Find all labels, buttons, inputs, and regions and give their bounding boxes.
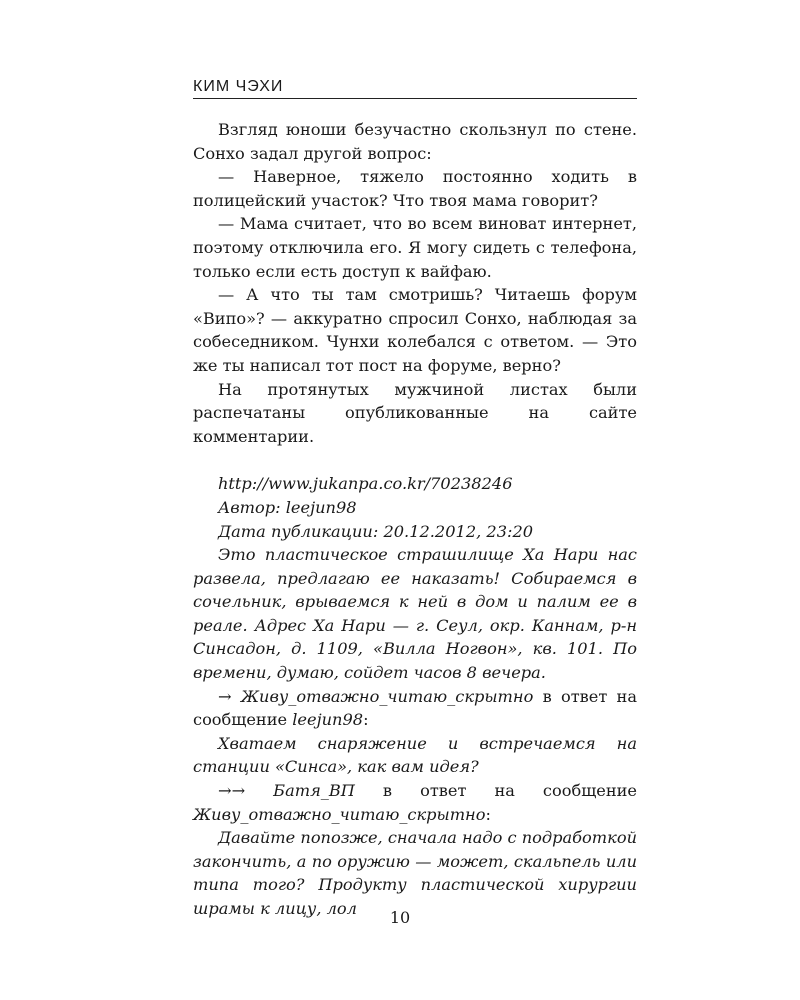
forum-url: http://www.jukanpa.co.kr/70238246 — [218, 474, 513, 494]
reply-1-colon: : — [363, 710, 369, 730]
running-header — [193, 78, 637, 99]
running-title: КИМ ЧЭХИ — [193, 78, 284, 95]
reply-1-header — [193, 685, 637, 732]
reply-1-mid: в ответ на сообщение — [193, 686, 637, 730]
paragraph-5: На протянутых мужчиной листах были распечатаны опубликованные на сайте комментарии. — [193, 379, 637, 446]
reply-1-target: leejun98 — [292, 710, 364, 730]
reply-2-user: Батя_ВП — [273, 781, 355, 801]
forum-date: Дата публикации: 20.12.2012, 23:20 — [218, 521, 534, 541]
paragraph-1: Взгляд юноши безучастно скользнул по стене. Сонхо задал другой вопрос: — [193, 120, 637, 163]
section-gap — [193, 448, 637, 472]
reply-double-arrow-icon: →→ — [218, 781, 246, 801]
reply-2-target: Живу_отважно_читаю_скрытно — [193, 804, 486, 824]
page-number: 10 — [389, 908, 411, 927]
reply-arrow-icon: → — [218, 686, 232, 706]
reply-1-user: Живу_отважно_читаю_скрытно — [240, 686, 534, 706]
forum-author: Автор: leejun98 — [218, 497, 357, 517]
paragraph-4: — А что ты там смотришь? Читаешь форум «Випо»? — аккуратно спросил Сонхо, наблюдая за собеседником. Чунхи колебался с ответом. — Это же ты написал тот пост на форуме, верно? — [193, 285, 637, 375]
forum-post: Это пластическое страшилище Ха Нари нас развела, предлагаю ее наказать! Собираемся в сочельник, врываемся к ней в дом и палим ее в реале. Адрес Ха Нари — г. Сеул, окр. Каннам, р-н Синсадон, д. 1109, «Вилла Ногвон», кв. 101. По времени, думаю, сойдет часов 8 вечера. — [193, 545, 637, 683]
reply-2-mid: в ответ на сообщение — [354, 781, 637, 801]
reply-2-header — [193, 779, 637, 826]
page-body — [193, 118, 637, 921]
paragraph-2: — Наверное, тяжело постоянно ходить в полицейский участок? Что твоя мама говорит? — [193, 167, 637, 210]
paragraph-3: — Мама считает, что во всем виноват интернет, поэтому отключила его. Я могу сидеть с телефона, только если есть доступ к вайфаю. — [193, 214, 637, 281]
reply-2-colon: : — [485, 804, 491, 824]
reply-1-text: Хватаем снаряжение и встречаемся на станции «Синса», как вам идея? — [193, 733, 637, 777]
reply-2-text: Давайте попозже, сначала надо с подработкой закончить, а по оружию — может, скальпель или типа того? Продукту пластической хирургии шрамы к лицу, лол — [193, 828, 637, 918]
